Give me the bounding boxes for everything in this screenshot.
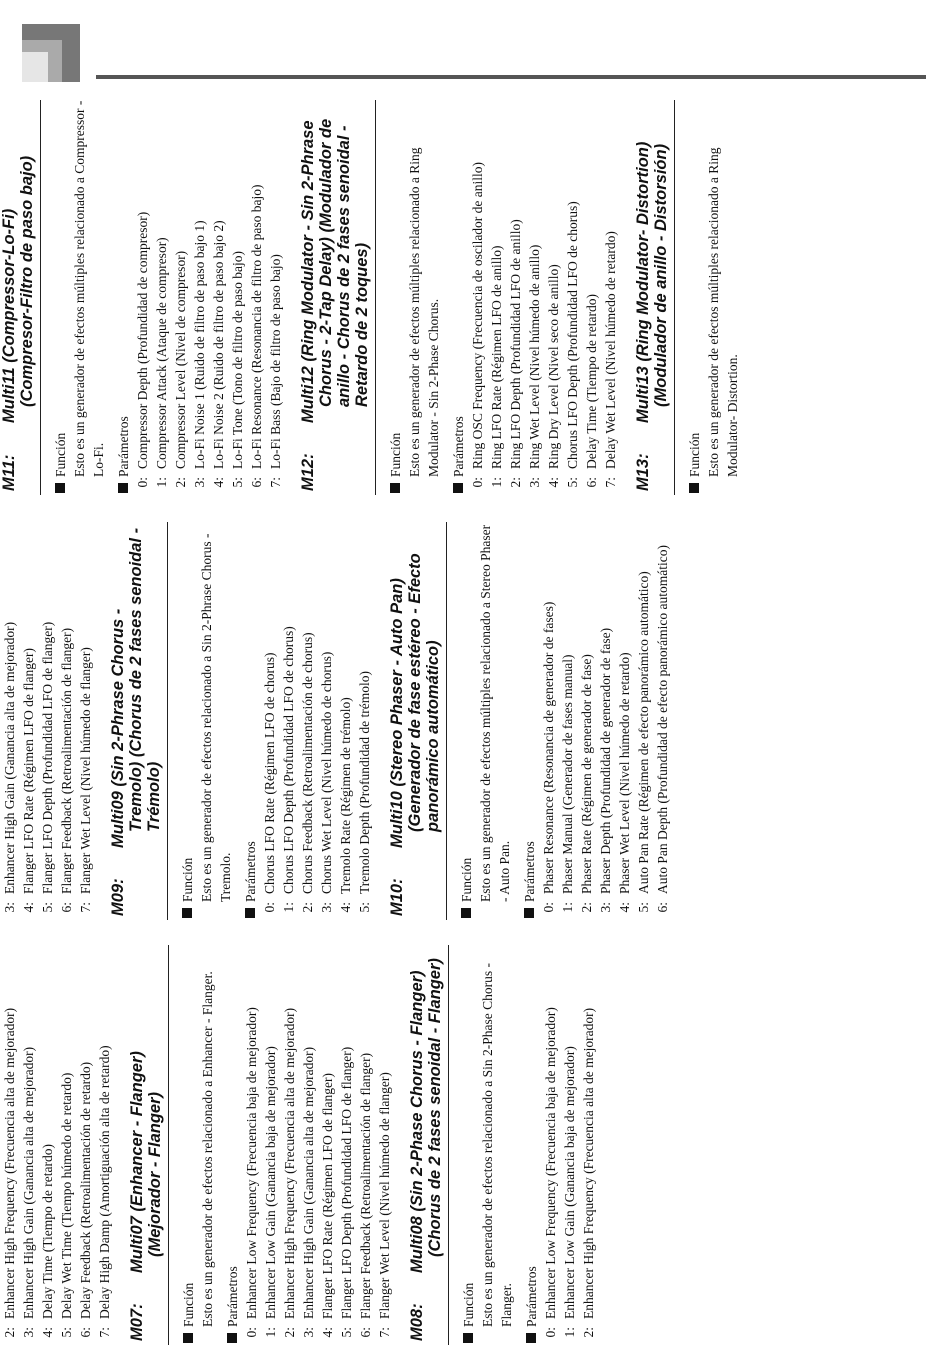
corner-marker-light	[22, 52, 48, 82]
subheading-parametros: Parámetros	[449, 100, 468, 495]
param-item: 7: Flanger Wet Level (Nivel húmedo de flanger)	[377, 1072, 392, 1338]
param-item: 3: Ring Wet Level (Nivel húmedo de anillo)	[527, 244, 542, 488]
param-item: 5: Lo-Fi Tone (Tono de filtro de paso bajo)	[230, 251, 245, 488]
param-item: 4: Lo-Fi Noise 2 (Ruido de filtro de paso bajo 2)	[211, 220, 226, 488]
section-m11	[0, 100, 285, 495]
square-bullet-icon	[55, 483, 65, 493]
param-item: 6: Flanger Feedback (Retroalimentación de flanger)	[358, 1052, 373, 1338]
section-heading: M10: Multi10 (Stereo Phaser - Auto Pan) (Generador de fase estéreo - Efecto panorámico automático)	[388, 522, 447, 920]
subheading-funcion: Función	[51, 100, 70, 495]
param-item: 4: Phaser Wet Level (Nivel húmedo de retardo)	[617, 652, 632, 913]
param-item: 5: Auto Pan Rate (Régimen de efecto panorámico automático)	[636, 571, 651, 913]
square-bullet-icon	[245, 908, 255, 918]
param-list	[541, 945, 598, 1345]
subheading-funcion: Función	[457, 522, 476, 920]
param-item: 7: Delay High Damp (Amortiguación alta de retardo)	[97, 1045, 112, 1338]
square-bullet-icon	[524, 908, 534, 918]
section-m13	[634, 100, 742, 495]
param-item: 4: Ring Dry Level (Nivel seco de anillo)	[546, 264, 561, 488]
param-item: 0: Phaser Resonance (Resonancia de generador de fases)	[541, 601, 556, 913]
funcion-text: Esto es un generador de efectos múltiples relacionado a Compressor - Lo-Fi.	[72, 100, 106, 477]
param-item: 2: Enhancer High Frequency (Frecuencia alta de mejorador)	[282, 1007, 297, 1338]
param-item: 0: Chorus LFO Rate (Régimen LFO de chorus)	[262, 652, 277, 913]
square-bullet-icon	[182, 908, 192, 918]
param-list	[133, 100, 285, 495]
section-m09	[109, 522, 374, 920]
section-m08	[408, 945, 598, 1345]
rotated-page	[0, 100, 920, 1345]
param-item: 5: Flanger LFO Depth (Profundidad LFO de flanger)	[339, 1046, 354, 1338]
param-item: 1: Enhancer Low Gain (Ganancia baja de mejorador)	[562, 1046, 577, 1338]
param-item: 0: Enhancer Low Frequency (Frecuencia baja de mejorador)	[244, 1007, 259, 1338]
param-item: 1: Chorus LFO Depth (Profundidad LFO de chorus)	[281, 626, 296, 913]
param-item: 5: Delay Wet Time (Tiempo húmedo de retardo)	[59, 1072, 74, 1338]
param-item: 0: Compressor Depth (Profundidad de compresor)	[135, 211, 150, 488]
param-item: 3: Lo-Fi Noise 1 (Ruido de filtro de paso bajo 1)	[192, 220, 207, 488]
param-item: 1: Compressor Attack (Ataque de compresor)	[154, 237, 169, 488]
square-bullet-icon	[183, 1333, 193, 1343]
subheading-funcion: Función	[179, 945, 198, 1345]
param-item: 6: Auto Pan Depth (Profundidad de efecto panorámico automático)	[655, 544, 670, 913]
param-item: 6: Flanger Feedback (Retroalimentación de flanger)	[59, 627, 74, 913]
funcion-text: Esto es un generador de efectos múltiples relacionado a Ring Modulator- Distortion.	[706, 147, 740, 477]
subheading-parametros: Parámetros	[241, 522, 260, 920]
param-list-continued	[0, 945, 114, 1345]
subheading-parametros: Parámetros	[520, 522, 539, 920]
param-item: 2: Chorus Feedback (Retroalimentación de chorus)	[300, 632, 315, 913]
param-item: 3: Enhancer High Gain (Ganancia alta de mejorador)	[2, 621, 17, 913]
param-item: 3: Enhancer High Gain (Ganancia alta de mejorador)	[21, 1046, 36, 1338]
param-item: 2: Phaser Rate (Régimen de generador de fase)	[579, 654, 594, 913]
column-2	[0, 522, 920, 920]
param-item: 4: Delay Time (Tiempo de retardo)	[40, 1144, 55, 1338]
square-bullet-icon	[463, 1333, 473, 1343]
column-3	[0, 100, 920, 495]
section-m10	[388, 522, 672, 920]
param-item: 1: Phaser Manual (Generador de fases manual)	[560, 654, 575, 913]
section-heading: M09: Multi09 (Sin 2-Phrase Chorus - Tremolo) (Chorus de 2 fases senoidal - Trémolo)	[109, 522, 168, 920]
param-item: 0: Ring OSC Frequency (Frecuencia de oscilador de anillo)	[470, 161, 485, 488]
square-bullet-icon	[453, 483, 463, 493]
param-item: 2: Enhancer High Frequency (Frecuencia alta de mejorador)	[2, 1007, 17, 1338]
param-item: 3: Chorus Wet Level (Nivel húmedo de chorus)	[319, 651, 334, 913]
param-item: 1: Enhancer Low Gain (Ganancia baja de mejorador)	[263, 1046, 278, 1338]
column-1	[0, 945, 920, 1345]
subheading-parametros: Parámetros	[114, 100, 133, 495]
subheading-parametros: Parámetros	[522, 945, 541, 1345]
funcion-text: Esto es un generador de efectos múltiples relacionado a Stereo Phaser - Auto Pan.	[478, 524, 512, 902]
param-item: 2: Enhancer High Frequency (Frecuencia alta de mejorador)	[581, 1007, 596, 1338]
subheading-funcion: Función	[685, 100, 704, 495]
section-heading: M08: Multi08 (Sin 2-Phase Chorus - Flanger) (Chorus de 2 fases senoidal - Flanger)	[408, 945, 449, 1345]
funcion-text: Esto es un generador de efectos relacionado a Sin 2-Phase Chorus - Flanger.	[480, 962, 514, 1327]
square-bullet-icon	[461, 908, 471, 918]
param-item: 3: Enhancer High Gain (Ganancia alta de mejorador)	[301, 1046, 316, 1338]
param-item: 0: Enhancer Low Frequency (Frecuencia baja de mejorador)	[543, 1007, 558, 1338]
subheading-funcion: Función	[459, 945, 478, 1345]
square-bullet-icon	[390, 483, 400, 493]
param-item: 5: Chorus LFO Depth (Profundidad LFO de chorus)	[565, 201, 580, 488]
param-item: 5: Flanger LFO Depth (Profundidad LFO de flanger)	[40, 621, 55, 913]
param-item: 5: Tremolo Depth (Profundidad de trémolo)	[357, 671, 372, 913]
param-list	[539, 522, 672, 920]
param-item: 2: Ring LFO Depth (Profundidad LFO de anillo)	[508, 219, 523, 488]
section-heading: M07: Multi07 (Enhancer - Flanger) (Mejorador - Flanger)	[128, 945, 169, 1345]
section-m07	[128, 945, 394, 1345]
section-heading: M13: Multi13 (Ring Modulator- Distortion) (Modulador de anillo - Distorsión)	[634, 100, 675, 495]
funcion-text: Esto es un generador de efectos relacionado a Sin 2-Phrase Chorus - Tremolo.	[199, 533, 233, 902]
section-heading: M12: Multi12 (Ring Modulator - Sin 2-Phrase Chorus - 2-Tap Delay) (Modulador de anillo - Chorus de 2 fases senoidal - Retardo de 2 toques)	[299, 100, 376, 495]
param-item: 7: Delay Wet Level (Nivel húmedo de retardo)	[603, 231, 618, 488]
param-item: 2: Compressor Level (Nivel de compresor)	[173, 250, 188, 488]
param-list-continued	[0, 522, 95, 920]
funcion-text: Esto es un generador de efectos relacionado a Enhancer - Flanger.	[200, 971, 215, 1327]
param-item: 7: Lo-Fi Bass (Bajo de filtro de paso bajo)	[268, 254, 283, 488]
funcion-text: Esto es un generador de efectos múltiples relacionado a Ring Modulator - Sin 2-Phase Chorus.	[407, 147, 441, 477]
header-rule	[96, 75, 926, 79]
param-item: 6: Lo-Fi Resonance (Resonancia de filtro de paso bajo)	[249, 184, 264, 488]
param-item: 4: Tremolo Rate (Régimen de trémolo)	[338, 697, 353, 913]
param-item: 3: Phaser Depth (Profundidad de generador de fase)	[598, 627, 613, 913]
param-list	[260, 522, 374, 920]
subheading-parametros: Parámetros	[223, 945, 242, 1345]
section-m12	[299, 100, 620, 495]
param-item: 6: Delay Feedback (Retroalimentación de retardo)	[78, 1061, 93, 1338]
param-item: 7: Flanger Wet Level (Nivel húmedo de flanger)	[78, 647, 93, 913]
square-bullet-icon	[227, 1333, 237, 1343]
param-item: 6: Delay Time (Tiempo de retardo)	[584, 294, 599, 488]
subheading-funcion: Función	[178, 522, 197, 920]
param-item: 1: Ring LFO Rate (Régimen LFO de anillo)	[489, 245, 504, 488]
square-bullet-icon	[526, 1333, 536, 1343]
param-item: 4: Flanger LFO Rate (Régimen LFO de flanger)	[21, 648, 36, 913]
param-list	[468, 100, 620, 495]
square-bullet-icon	[689, 483, 699, 493]
param-item: 4: Flanger LFO Rate (Régimen LFO de flanger)	[320, 1073, 335, 1338]
square-bullet-icon	[118, 483, 128, 493]
section-heading: M11: Multi11 (Compressor-Lo-Fi) (Compresor-Filtro de paso bajo)	[0, 100, 41, 495]
param-list	[242, 945, 394, 1345]
subheading-funcion: Función	[386, 100, 405, 495]
